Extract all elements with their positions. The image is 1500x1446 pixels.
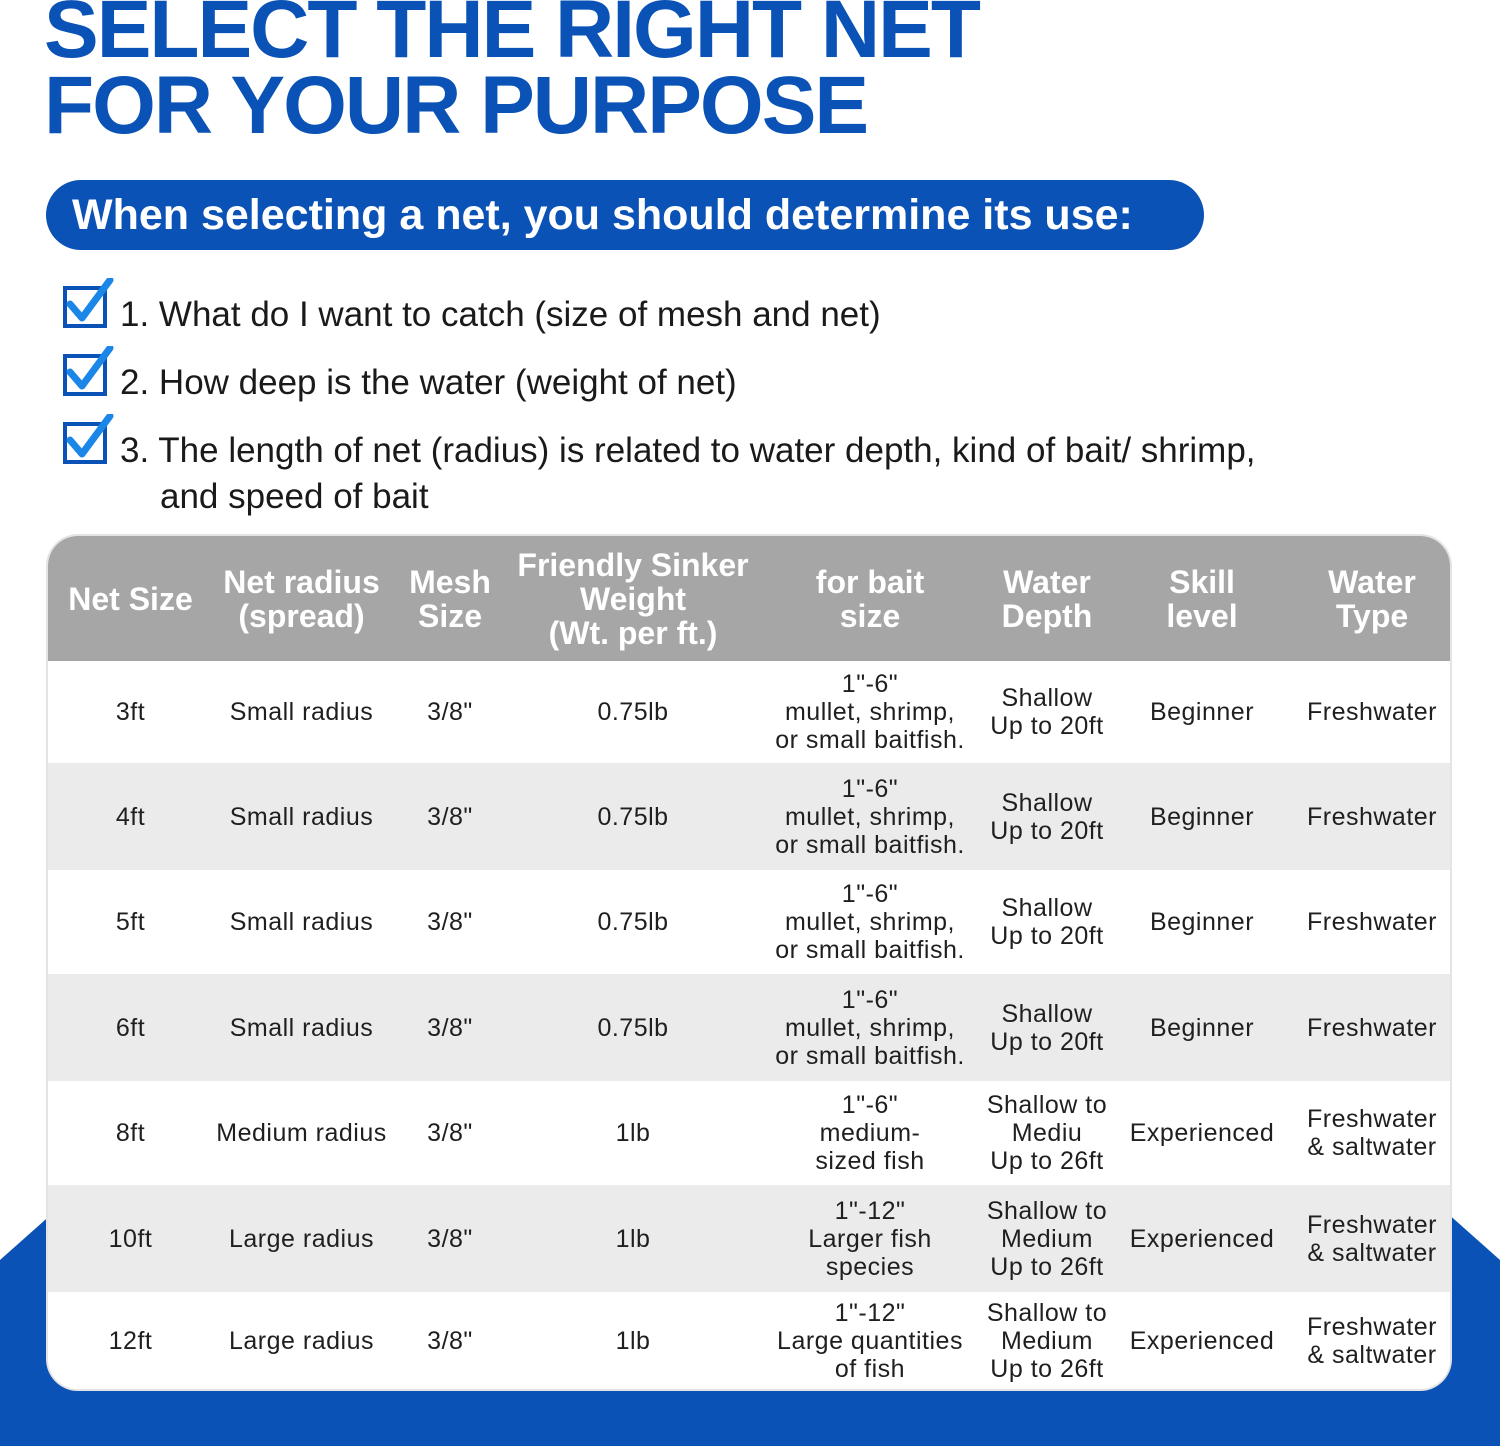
table-cell-text: Larger fish — [808, 1224, 932, 1253]
table-cell — [510, 763, 756, 870]
column-header-text: Water — [1003, 563, 1091, 600]
column-header-text: (spread) — [238, 597, 365, 634]
table-cell — [756, 974, 984, 1081]
table-cell-text: Shallow to — [986, 1298, 1108, 1327]
table-cell-text: 1"-12" — [834, 1196, 906, 1225]
table-cell — [510, 1185, 756, 1292]
table-cell — [48, 1185, 213, 1292]
table-cell-text: Up to 26ft — [990, 1252, 1104, 1281]
table-cell — [1110, 974, 1294, 1081]
table-cell-text: 3/8" — [427, 1119, 473, 1147]
table-cell — [1110, 661, 1294, 763]
column-header-text: Depth — [1001, 597, 1093, 634]
column-header-text: Skill — [1169, 563, 1235, 600]
table-cell-text: 0.75lb — [597, 1013, 669, 1042]
table-cell-text: Large radius — [229, 1224, 374, 1253]
table-cell-text: Beginner — [1149, 802, 1255, 831]
table-cell-text: 10ft — [108, 1224, 153, 1253]
table-cell-text: Mediu — [1011, 1119, 1083, 1147]
table-cell — [390, 1081, 510, 1185]
table-cell — [213, 870, 390, 974]
column-header — [1294, 536, 1450, 661]
table-cell — [213, 661, 390, 763]
table-cell — [510, 1292, 756, 1389]
table-cell-text: Beginner — [1149, 698, 1255, 726]
table-cell-text: Freshwater — [1306, 698, 1438, 726]
column-header — [510, 536, 756, 661]
table-cell — [984, 974, 1110, 1081]
table-cell-text: Up to 20ft — [990, 816, 1104, 845]
subtitle-banner: When selecting a net, you should determine its use: — [46, 180, 1204, 250]
table-cell-text: Up to 20ft — [990, 922, 1104, 950]
table-cell — [48, 661, 213, 763]
table-cell — [756, 1081, 984, 1185]
table-cell-text: 6ft — [115, 1013, 146, 1042]
checklist-text: 1. What do I want to catch (size of mesh and net) — [120, 295, 881, 334]
table-cell-text: Shallow — [1001, 999, 1093, 1028]
table-row — [48, 1185, 1450, 1292]
checklist-text-continuation: and speed of bait — [160, 477, 429, 516]
column-header — [1110, 536, 1294, 661]
table-cell-text: Shallow — [1001, 684, 1093, 712]
table-cell — [756, 661, 984, 763]
table-cell-text: species — [825, 1252, 915, 1281]
table-cell — [213, 974, 390, 1081]
table-cell-text: 3/8" — [427, 802, 473, 831]
table-cell-text: 3ft — [115, 698, 146, 726]
table-cell — [390, 870, 510, 974]
table-cell-text: 1"-12" — [834, 1298, 906, 1327]
table-cell — [48, 1292, 213, 1389]
column-header — [984, 536, 1110, 661]
table-cell — [1294, 763, 1450, 870]
table-cell-text: 1"-6" — [841, 985, 899, 1014]
title-line-1: SELECT THE RIGHT NET — [44, 0, 979, 75]
table-cell-text: mullet, shrimp, — [784, 698, 956, 726]
table-cell — [984, 661, 1110, 763]
table-cell-text: Shallow — [1001, 788, 1093, 817]
table-cell-text: Up to 26ft — [990, 1354, 1104, 1383]
table-cell-text: Beginner — [1149, 908, 1255, 936]
checklist-text — [120, 428, 1256, 520]
column-header-text: (Wt. per ft.) — [548, 614, 718, 651]
column-header — [756, 536, 984, 661]
table-cell — [756, 1292, 984, 1389]
table-cell-text: Freshwater — [1306, 1210, 1438, 1239]
column-header-text: Size — [417, 597, 483, 634]
table-cell — [1110, 763, 1294, 870]
column-header-text: level — [1166, 597, 1238, 634]
table-cell-text: 8ft — [115, 1119, 146, 1147]
column-header-text: Mesh — [409, 563, 491, 600]
table-cell-text: & saltwater — [1307, 1238, 1437, 1267]
table-row — [48, 763, 1450, 870]
column-header-text: Water — [1328, 563, 1416, 600]
table-cell-text: Experienced — [1129, 1119, 1275, 1147]
table-cell-text: & saltwater — [1307, 1340, 1437, 1369]
table-cell-text: Shallow — [1001, 894, 1093, 922]
column-header-text: size — [839, 597, 901, 634]
table-cell-text: Up to 26ft — [990, 1147, 1104, 1175]
net-comparison-table — [48, 536, 1450, 1389]
checklist-text-line: 3. The length of net (radius) is related to water depth, kind of bait/ shrimp, — [120, 431, 1256, 470]
table-cell-text: 1"-6" — [841, 880, 899, 908]
table-cell — [390, 974, 510, 1081]
table-cell-text: 0.75lb — [597, 908, 669, 936]
table-cell-text: Shallow to — [986, 1196, 1108, 1225]
table-row — [48, 870, 1450, 974]
table-cell-text: or small baitfish. — [775, 936, 965, 964]
column-header-text: Weight — [579, 580, 687, 617]
table-cell-text: Up to 20ft — [990, 1027, 1104, 1056]
table-cell-text: 1lb — [615, 1119, 651, 1147]
table-cell-text: 3/8" — [427, 1013, 473, 1042]
table-cell — [1110, 1081, 1294, 1185]
table-cell-text: 12ft — [108, 1326, 153, 1355]
table-cell-text: Freshwater — [1306, 1013, 1438, 1042]
table-cell — [390, 1185, 510, 1292]
table-cell-text: Freshwater — [1306, 1312, 1438, 1341]
table-cell — [756, 1185, 984, 1292]
column-header — [390, 536, 510, 661]
table-row — [48, 974, 1450, 1081]
checkbox-checked-icon — [60, 414, 114, 468]
table-cell-text: Freshwater — [1306, 1105, 1438, 1133]
table-cell-text: Experienced — [1129, 1224, 1275, 1253]
table-cell — [1294, 1185, 1450, 1292]
column-header-text: Friendly Sinker — [517, 546, 749, 583]
table-cell — [48, 974, 213, 1081]
checklist-text: 2. How deep is the water (weight of net) — [120, 363, 737, 402]
table-cell-text: 1lb — [615, 1326, 651, 1355]
table-cell-text: Freshwater — [1306, 802, 1438, 831]
table-cell — [1294, 974, 1450, 1081]
table-cell-text: 0.75lb — [597, 698, 669, 726]
table-cell — [390, 1292, 510, 1389]
table-cell-text: Medium — [1001, 1224, 1093, 1253]
table-cell — [1110, 1292, 1294, 1389]
table-cell — [213, 763, 390, 870]
table-cell — [213, 1292, 390, 1389]
table-cell-text: mullet, shrimp, — [784, 908, 956, 936]
table-cell-text: Beginner — [1149, 1013, 1255, 1042]
table-cell — [510, 1081, 756, 1185]
column-header — [48, 536, 213, 661]
table-cell-text: Large quantities — [777, 1326, 963, 1355]
table-cell-text: Freshwater — [1306, 908, 1438, 936]
column-header-text: Net radius — [223, 563, 380, 600]
table-cell — [984, 1185, 1110, 1292]
table-cell-text: Shallow to — [986, 1091, 1108, 1119]
table-cell — [984, 763, 1110, 870]
table-cell — [510, 661, 756, 763]
table-cell-text: Experienced — [1129, 1326, 1275, 1355]
table-cell-text: sized fish — [815, 1147, 925, 1175]
column-header-text: Net Size — [68, 580, 193, 617]
table-cell — [1294, 1081, 1450, 1185]
table-cell-text: of fish — [834, 1354, 906, 1383]
table-cell — [1294, 870, 1450, 974]
table-cell-text: 3/8" — [427, 908, 473, 936]
table-cell — [1110, 1185, 1294, 1292]
table-cell-text: 3/8" — [427, 1224, 473, 1253]
table-cell-text: Small radius — [229, 802, 374, 831]
table-cell — [510, 974, 756, 1081]
table-cell — [1294, 661, 1450, 763]
table-cell-text: Up to 20ft — [990, 712, 1104, 740]
table-cell-text: mullet, shrimp, — [784, 802, 956, 831]
checkbox-checked-icon — [60, 278, 114, 332]
column-header-text: for bait — [815, 563, 925, 600]
table-cell-text: 3/8" — [427, 1326, 473, 1355]
table-cell — [1294, 1292, 1450, 1389]
table-cell-text: medium- — [819, 1119, 921, 1147]
table-cell-text: 1"-6" — [841, 670, 899, 698]
table-cell-text: 0.75lb — [597, 802, 669, 831]
table-cell — [390, 661, 510, 763]
table-cell-text: Large radius — [229, 1326, 374, 1355]
table-cell-text: 4ft — [115, 802, 146, 831]
table-cell-text: 1lb — [615, 1224, 651, 1253]
table-cell — [48, 870, 213, 974]
table-cell — [756, 763, 984, 870]
table-cell-text: or small baitfish. — [775, 830, 965, 859]
table-cell-text: Small radius — [229, 698, 374, 726]
table-cell-text: or small baitfish. — [775, 1041, 965, 1070]
table-cell-text: Small radius — [229, 1013, 374, 1042]
page-title — [44, 0, 979, 151]
table-cell-text: Small radius — [229, 908, 374, 936]
table-body — [48, 661, 1450, 1389]
table-row — [48, 661, 1450, 763]
table-cell — [390, 763, 510, 870]
title-line-2: FOR YOUR PURPOSE — [44, 60, 868, 151]
table-cell-text: Medium radius — [216, 1119, 387, 1147]
table-cell-text: & saltwater — [1307, 1133, 1437, 1161]
table-cell — [213, 1185, 390, 1292]
table-row — [48, 1292, 1450, 1389]
table-cell-text: 1"-6" — [841, 1091, 899, 1119]
table-cell-text: 1"-6" — [841, 774, 899, 803]
table-cell — [984, 870, 1110, 974]
table-cell — [510, 870, 756, 974]
column-header-text: Type — [1335, 597, 1409, 634]
table-row — [48, 1081, 1450, 1185]
table-cell — [984, 1081, 1110, 1185]
table-cell — [213, 1081, 390, 1185]
table-cell-text: mullet, shrimp, — [784, 1013, 956, 1042]
table-cell-text: 5ft — [115, 908, 146, 936]
table-cell-text: 3/8" — [427, 698, 473, 726]
table-cell — [756, 870, 984, 974]
table-cell-text: Medium — [1001, 1326, 1093, 1355]
table-cell — [48, 763, 213, 870]
table-cell-text: or small baitfish. — [775, 726, 965, 754]
column-header — [213, 536, 390, 661]
table-cell — [48, 1081, 213, 1185]
table-cell — [984, 1292, 1110, 1389]
checkbox-checked-icon — [60, 346, 114, 400]
table-header-row — [48, 536, 1450, 661]
table-cell — [1110, 870, 1294, 974]
